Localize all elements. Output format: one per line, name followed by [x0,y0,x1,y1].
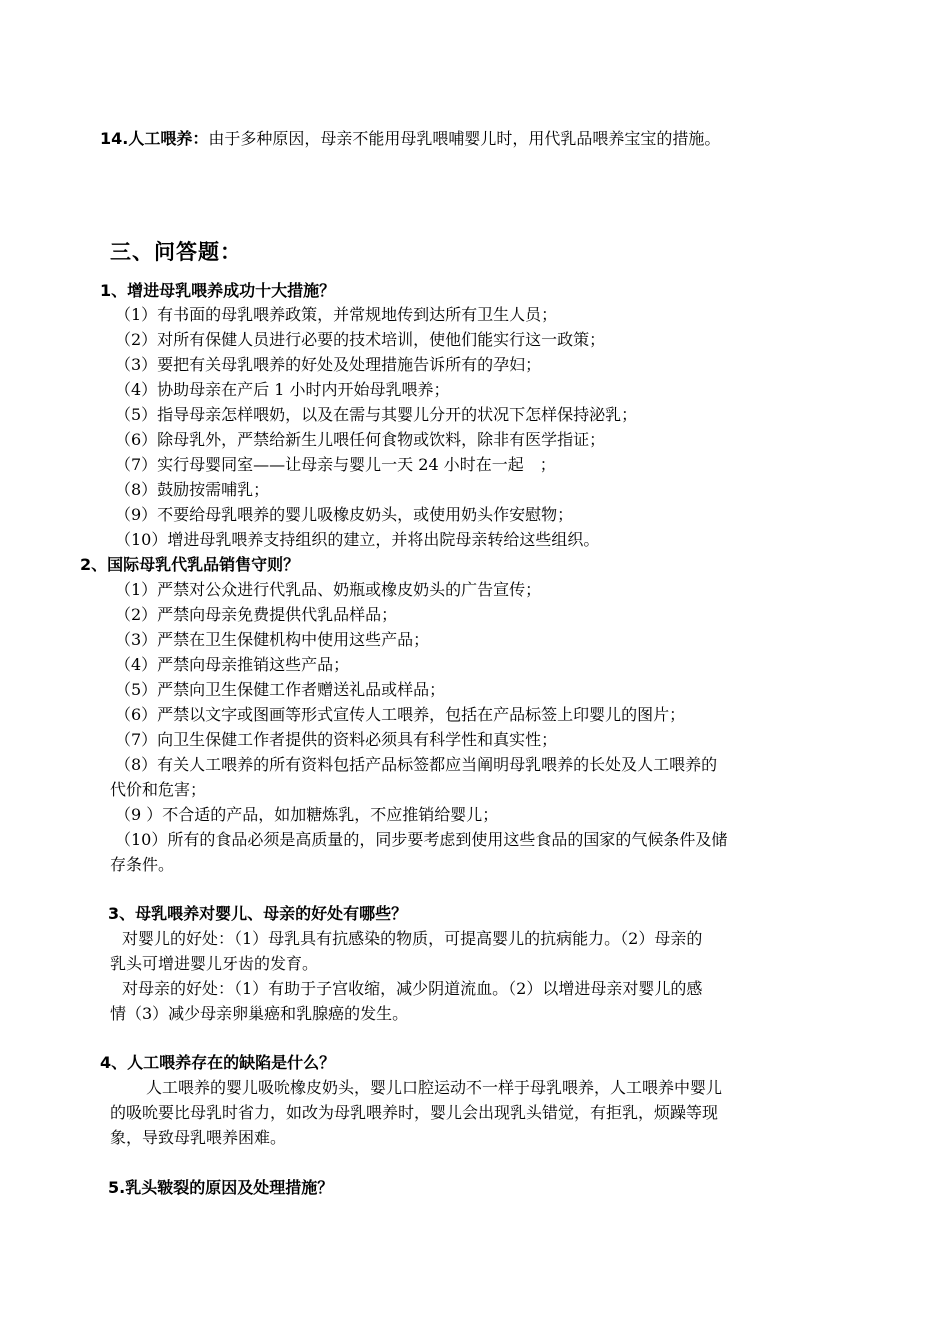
definition-term: 14.人工喂养： [100,129,209,148]
q3-mother-line2: 情（3）减少母亲卵巢癌和乳腺癌的发生。 [110,1004,409,1023]
q2-item-10-line2: 存条件。 [110,855,175,874]
q4-line2: 的吸吮要比母乳时省力，如改为母乳喂养时，婴儿会出现乳头错觉，有拒乳，烦躁等现 [110,1103,719,1122]
q2-item: （1）严禁对公众进行代乳品、奶瓶或橡皮奶头的广告宣传； [115,580,542,599]
q1-item: （1）有书面的母乳喂养政策，并常规地传到达所有卫生人员； [115,305,558,324]
q1-item: （3）要把有关母乳喂养的好处及处理措施告诉所有的孕妇； [115,355,542,374]
q4-title: 4、人工喂养存在的缺陷是什么？ [100,1053,336,1072]
section-title: 三、问答题： [110,240,242,264]
q1-item: （8）鼓励按需哺乳； [115,480,270,499]
q1-item: （4）协助母亲在产后 1 小时内开始母乳喂养； [115,380,450,399]
q2-item: （2）严禁向母亲免费提供代乳品样品； [115,605,398,624]
q1-title: 1、增进母乳喂养成功十大措施？ [100,281,336,300]
q2-item-8-line1: （8）有关人工喂养的所有资料包括产品标签都应当阐明母乳喂养的长处及人工喂养的 [115,755,718,774]
q3-baby-line2: 乳头可增进婴儿牙齿的发育。 [110,954,319,973]
q3-baby-line1: 对婴儿的好处：（1）母乳具有抗感染的物质，可提高婴儿的抗病能力。（2）母亲的 [122,929,703,948]
q2-item-8-line2: 代价和危害； [110,780,207,799]
q1-item: （6）除母乳外，严禁给新生儿喂任何食物或饮料，除非有医学指证； [115,430,606,449]
q2-item-9: （9 ）不合适的产品，如加糖炼乳，不应推销给婴儿； [115,805,499,824]
definition-14 [100,127,720,151]
q2-title: 2、国际母乳代乳品销售守则？ [80,555,300,574]
q2-item: （6）严禁以文字或图画等形式宣传人工喂养，包括在产品标签上印婴儿的图片； [115,705,686,724]
q1-item: （9）不要给母乳喂养的婴儿吸橡皮奶头，或使用奶头作安慰物； [115,505,574,524]
q3-mother-line1: 对母亲的好处：（1）有助于子宫收缩，减少阴道流血。（2）以增进母亲对婴儿的感 [122,979,703,998]
q2-item: （4）严禁向母亲推销这些产品； [115,655,350,674]
q4-line3: 象，导致母乳喂养困难。 [110,1128,287,1147]
definition-text: 由于多种原因，母亲不能用母乳喂哺婴儿时，用代乳品喂养宝宝的措施。 [208,129,721,148]
q3-title: 3、母乳喂养对婴儿、母亲的好处有哪些？ [108,904,408,923]
q5-title: 5.乳头皲裂的原因及处理措施？ [108,1178,334,1197]
q1-item: （7）实行母婴同室——让母亲与婴儿一天 24 小时在一起 ； [115,455,556,474]
q2-item: （3）严禁在卫生保健机构中使用这些产品； [115,630,430,649]
q2-item: （5）严禁向卫生保健工作者赠送礼品或样品； [115,680,446,699]
q2-item: （7）向卫生保健工作者提供的资料必须具有科学性和真实性； [115,730,558,749]
q2-item-10-line1: （10）所有的食品必须是高质量的，同步要考虑到使用这些食品的国家的气候条件及储 [115,830,728,849]
q4-line1: 人工喂养的婴儿吸吮橡皮奶头，婴儿口腔运动不一样于母乳喂养，人工喂养中婴儿 [146,1078,723,1097]
q1-item: （5）指导母亲怎样喂奶，以及在需与其婴儿分开的状况下怎样保持泌乳； [115,405,638,424]
q1-item: （2）对所有保健人员进行必要的技术培训，使他们能实行这一政策； [115,330,606,349]
q1-item: （10）增进母乳喂养支持组织的建立，并将出院母亲转给这些组织。 [115,530,600,549]
